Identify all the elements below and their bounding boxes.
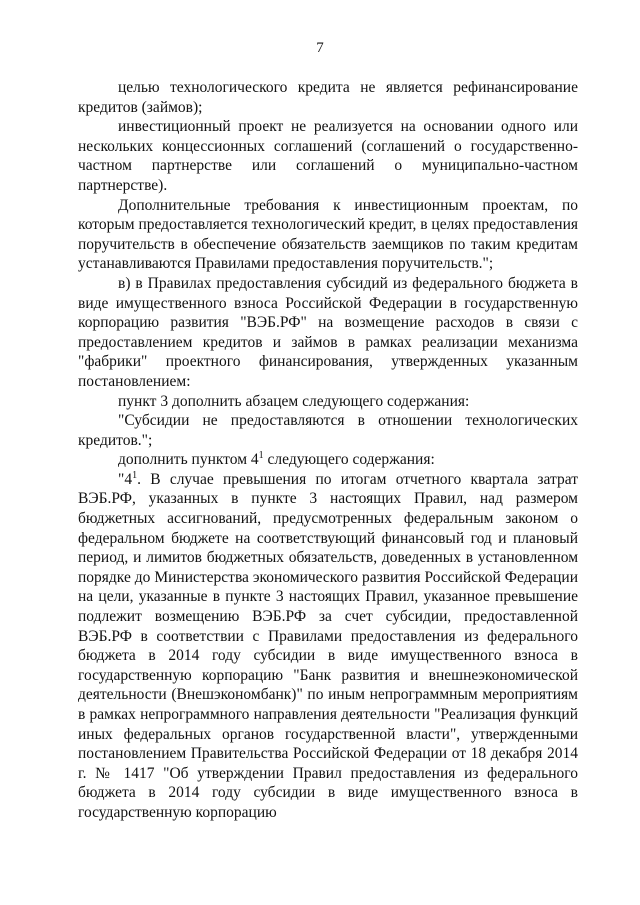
superscript: 1: [132, 469, 138, 481]
paragraph: пункт 3 дополнить абзацем следующего содержания:: [118, 392, 470, 410]
paragraph: в) в Правилах предоставления субсидий из федерального бюджета в виде имущественного взноса Российской Федерации в государственную корпорацию развития "ВЭБ.РФ" на возмещение расходов в связи с предоставлением кредитов и займов в рамках реализации механизма "фабрики" проектного финансирования, утвержденных указанным постановлением:: [78, 274, 578, 390]
text-fragment: следующего содержания:: [263, 451, 435, 469]
text-fragment: "4: [118, 470, 133, 488]
paragraph-point-4-1: [78, 470, 578, 823]
page-number: 7: [316, 40, 324, 56]
text-fragment: дополнить пунктом 4: [118, 451, 259, 469]
paragraph: целью технологического кредита не является рефинансирование кредитов (займов);: [78, 79, 578, 116]
text-fragment: . В случае превышения по итогам отчетного квартала затрат ВЭБ.РФ, указанных в пункте 3 настоящих Правил, над размером бюджетных ассигнований, предусмотренных федеральным законом о федеральном бюджете на соответствующий финансовый год и плановый период, и лимитов бюджетных обязательств, доведенных в установленном порядке до Министерства экономического развития Российской Федерации на цели, указанные в пункте 3 настоящих Правил, указанное превышение подлежит возмещению ВЭБ.РФ за счет субсидии, предоставленной ВЭБ.РФ в соответствии с Правилами предоставления из федерального бюджета в 2014 году субсидии в виде имущественного взноса в государственную корпорацию "Банк развития и внешнеэкономической деятельности (Внешэкономбанк)" по иным непрограммным мероприятиям в рамках непрограммного направления деятельности "Реализация функций иных федеральных органов государственной власти", утвержденными постановлением Правительства Российской Федерации от 18 декабря 2014 г. № 1417 "Об утверждении Правил предоставления из федерального бюджета в 2014 году субсидии в виде имущественного взноса в государственную корпорацию: [78, 470, 578, 821]
paragraph: инвестиционный проект не реализуется на основании одного или нескольких концессионных соглашений (соглашений о государственно-частном партнерстве или соглашений о муниципально-частном партнерстве).: [78, 118, 578, 194]
document-body: [78, 78, 578, 823]
superscript: 1: [258, 450, 264, 462]
paragraph-add-point: [78, 450, 578, 470]
paragraph: "Субсидии не предоставляются в отношении технологических кредитов.";: [78, 412, 578, 449]
paragraph: Дополнительные требования к инвестиционным проектам, по которым предоставляется технологический кредит, в целях предоставления поручительств в обеспечение обязательств заемщиков по таким кредитам устанавливаются Правилами предоставления поручительств.";: [78, 196, 579, 273]
